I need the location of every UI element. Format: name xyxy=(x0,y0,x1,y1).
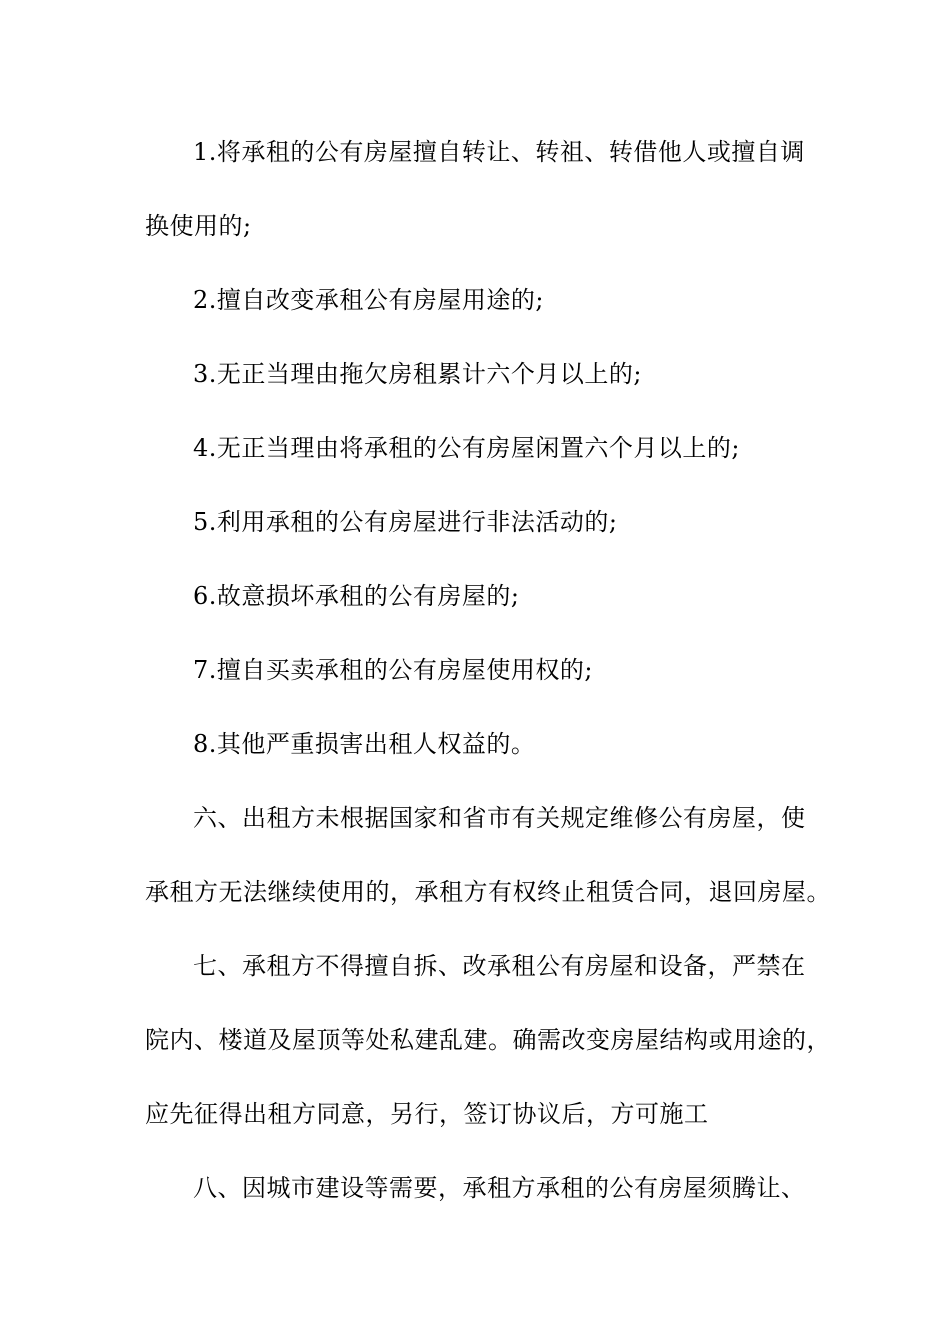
text-line-item-3: 3.无正当理由拖欠房租累计六个月以上的; xyxy=(193,360,642,388)
text-line-item-6: 6.故意损坏承租的公有房屋的; xyxy=(193,582,520,610)
text-line-clause-6-end: 承租方无法继续使用的，承租方有权终止租赁合同，退回房屋。 xyxy=(145,878,831,906)
text-line-clause-7-middle: 院内、楼道及屋顶等处私建乱建。确需改变房屋结构或用途的， xyxy=(145,1026,831,1054)
text-line-clause-6-start: 六、出租方未根据国家和省市有关规定维修公有房屋，使 xyxy=(193,804,806,832)
text-line-item-4: 4.无正当理由将承租的公有房屋闲置六个月以上的; xyxy=(193,434,740,462)
text-line-item-1-start: 1.将承租的公有房屋擅自转让、转祖、转借他人或擅自调 xyxy=(193,138,805,166)
text-line-item-8: 8.其他严重损害出租人权益的。 xyxy=(193,730,536,758)
text-line-clause-7-start: 七、承租方不得擅自拆、改承租公有房屋和设备，严禁在 xyxy=(193,952,806,980)
text-line-clause-7-end: 应先征得出租方同意，另行，签订协议后，方可施工 xyxy=(145,1100,709,1128)
text-line-clause-8-start: 八、因城市建设等需要，承租方承租的公有房屋须腾让、 xyxy=(193,1174,806,1202)
text-line-item-1-end: 换使用的; xyxy=(145,212,252,240)
text-line-item-7: 7.擅自买卖承租的公有房屋使用权的; xyxy=(193,656,593,684)
text-line-item-5: 5.利用承租的公有房屋进行非法活动的; xyxy=(193,508,618,536)
text-line-item-2: 2.擅自改变承租公有房屋用途的; xyxy=(193,286,544,314)
